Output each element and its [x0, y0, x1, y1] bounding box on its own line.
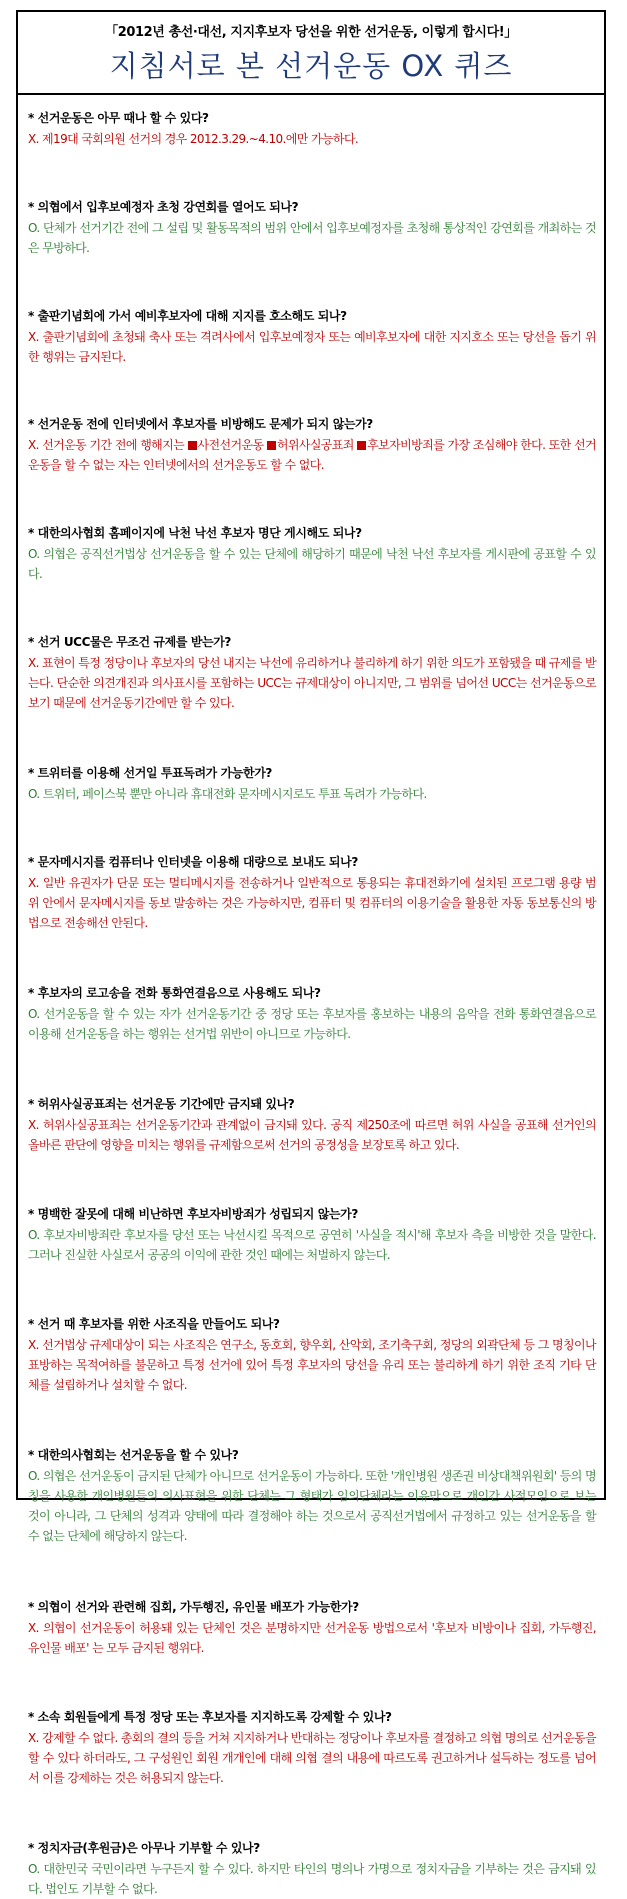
question: * 정치자금(후원금)은 아무나 기부할 수 있나?: [28, 1841, 260, 1855]
header: [18, 21, 604, 85]
answer-segment: 사전선거운동: [197, 438, 267, 452]
answer-segment: 후보자비방죄를 가장 조심해야 한다. 또한 선거운동을 할 수 없는 자는 인터넷에서의 선거운동도 할 수 없다.: [28, 438, 596, 472]
question: * 대한의사협회 홈페이지에 낙천 낙선 후보자 명단 게시해도 되나?: [28, 526, 362, 540]
qa-item: [18, 634, 604, 713]
qa-item: [18, 525, 604, 584]
subtitle: 「2012년 총선·대선, 지지후보자 당선을 위한 선거운동, 이렇게 합시다!」: [105, 25, 517, 40]
page-title: 지침서로 본 선거운동 OX 퀴즈: [109, 49, 513, 83]
answer-o: O. 의협은 선거운동이 금지된 단체가 아니므로 선거운동이 가능하다. 또한 '개인병원 생존권 비상대책위원회' 등의 명칭을 사용한 개인병원들의 의사표현을 위한 단체는 그 형태가 임의단체라는 이유만으로 개인간 사적모임으로 보는 것이 아니라, 그 단체의 성격과 양태에 따라 결정해야 하는 것으로서 공직선거법에서 규정하고 있는 선거운동을 할 수 없는 단체에 해당하지 않는다.: [28, 1469, 596, 1543]
qa-item: [18, 1840, 604, 1899]
qa-list: [18, 110, 604, 1899]
answer-x: X. 선거법상 규제대상이 되는 사조직은 연구소, 동호회, 향우회, 산악회, 조기축구회, 정당의 외곽단체 등 그 명칭이나 표방하는 목적여하를 불문하고 특정 선거에 있어 특정 후보자의 당선을 유리 또는 불리하게 하기 위한 조직 기타 단체를 설립하거나 설치할 수 없다.: [28, 1338, 596, 1392]
question: * 선거운동은 아무 때나 할 수 있다?: [28, 111, 209, 125]
answer-o: O. 단체가 선거기간 전에 그 설립 및 활동목적의 범위 안에서 입후보예정자를 초청해 통상적인 강연회를 개최하는 것은 무방하다.: [28, 221, 596, 255]
answer-o: O. 대한민국 국민이라면 누구든지 할 수 있다. 하지만 타인의 명의나 가명으로 정치자금을 기부하는 것은 금지돼 있다. 법인도 기부할 수 없다.: [28, 1862, 596, 1896]
answer-segment: 허위사실공표죄: [276, 438, 358, 452]
qa-item: [18, 1599, 604, 1658]
qa-item: [18, 765, 604, 804]
square-bullet-icon: [267, 441, 276, 450]
square-bullet-icon: [357, 441, 366, 450]
question: * 트위터를 이용해 선거일 투표독려가 가능한가?: [28, 766, 272, 780]
qa-item: [18, 985, 604, 1044]
qa-item: [18, 1206, 604, 1265]
quiz-frame: [16, 10, 606, 1896]
question: * 명백한 잘못에 대해 비난하면 후보자비방죄가 성립되지 않는가?: [28, 1207, 358, 1221]
qa-item: [18, 1096, 604, 1155]
qa-item: [18, 854, 604, 933]
answer-x: [28, 435, 596, 475]
question: * 대한의사협회는 선거운동을 할 수 있나?: [28, 1448, 239, 1462]
question: * 선거운동 전에 인터넷에서 후보자를 비방해도 문제가 되지 않는가?: [28, 417, 373, 431]
question: * 후보자의 로고송을 전화 통화연결음으로 사용해도 되나?: [28, 986, 321, 1000]
answer-o: O. 선거운동을 할 수 있는 자가 선거운동기간 중 정당 또는 후보자를 홍보하는 내용의 음악을 전화 통화연결음으로 이용해 선거운동을 하는 행위는 선거법 위반이 아니므로 가능하다.: [28, 1007, 596, 1041]
question: * 허위사실공표죄는 선거운동 기간에만 금지돼 있나?: [28, 1097, 295, 1111]
answer-x: X. 제19대 국회의원 선거의 경우 2012.3.29.~4.10.에만 가능하다.: [28, 132, 359, 146]
question: * 선거 때 후보자를 위한 사조직을 만들어도 되나?: [28, 1317, 280, 1331]
question: * 출판기념회에 가서 예비후보자에 대해 지지를 호소해도 되나?: [28, 309, 347, 323]
answer-o: O. 트위터, 페이스북 뿐만 아니라 휴대전화 문자메시지로도 투표 독려가 가능하다.: [28, 787, 427, 801]
answer-x: X. 강제할 수 없다. 총회의 결의 등을 거쳐 지지하거나 반대하는 정당이나 후보자를 결정하고 의협 명의로 선거운동을 할 수 있다 하더라도, 그 구성원인 회원 개개인에 대해 의협 결의 내용에 따르도록 권고하거나 설득하는 정도를 넘어서 이를 강제하는 것은 허용되지 않는다.: [28, 1731, 596, 1785]
question: * 의협에서 입후보예정자 초청 강연회를 열어도 되나?: [28, 200, 299, 214]
question: * 소속 회원들에게 특정 정당 또는 후보자를 지지하도록 강제할 수 있나?: [28, 1710, 392, 1724]
qa-item: [18, 1316, 604, 1395]
answer-x: X. 일반 유권자가 단문 또는 멀티메시지를 전송하거나 일반적으로 통용되는 휴대전화기에 설치된 프로그램 용량 범위 안에서 문자메시지를 동보 발송하는 것은 가능하지만, 컴퓨터 및 컴퓨터의 이용기술을 활용한 자동 동보통신의 방법으로 전송해선 안된다.: [28, 876, 596, 930]
question: * 선거 UCC물은 무조건 규제를 받는가?: [28, 635, 231, 649]
qa-item: [18, 1709, 604, 1788]
square-bullet-icon: [188, 441, 197, 450]
answer-o: O. 후보자비방죄란 후보자를 당선 또는 낙선시킬 목적으로 공연히 '사실을 적시'해 후보자 측을 비방한 것을 말한다. 그러나 진실한 사실로서 공공의 이익에 관한 것인 때에는 처벌하지 않는다.: [28, 1228, 596, 1262]
qa-item: [18, 199, 604, 258]
answer-x: X. 출판기념회에 초청돼 축사 또는 격려사에서 입후보예정자 또는 예비후보자에 대한 지지호소 또는 당선을 돕기 위한 행위는 금지된다.: [28, 330, 596, 364]
answer-x: X. 의협이 선거운동이 허용돼 있는 단체인 것은 분명하지만 선거운동 방법으로서 '후보자 비방이나 집회, 가두행진, 유인물 배포' 는 모두 금지된 행위다.: [28, 1621, 596, 1655]
qa-item: [18, 416, 604, 475]
answer-segment: X. 선거운동 기간 전에 행해지는: [28, 438, 188, 452]
answer-x: X. 표현이 특정 정당이나 후보자의 당선 내지는 낙선에 유리하거나 불리하게 하기 위한 의도가 포함됐을 때 규제를 받는다. 단순한 의견개진과 의사표시를 포함하는 UCC는 규제대상이 아니지만, 그 범위를 넘어선 UCC는 선거운동으로 보기 때문에 선거운동기간에만 할 수 있다.: [28, 656, 596, 710]
title-divider: [18, 93, 604, 95]
answer-x: X. 허위사실공표죄는 선거운동기간과 관계없이 금지돼 있다. 공직 제250조에 따르면 허위 사실을 공표해 선거인의 올바른 판단에 영향을 미치는 행위를 규제함으로써 선거의 공정성을 보장토록 하고 있다.: [28, 1118, 596, 1152]
question: * 의협이 선거와 관련해 집회, 가두행진, 유인물 배포가 가능한가?: [28, 1600, 359, 1614]
qa-item: [18, 1447, 604, 1546]
qa-item: [18, 308, 604, 367]
question: * 문자메시지를 컴퓨터나 인터넷을 이용해 대량으로 보내도 되나?: [28, 855, 358, 869]
answer-o: O. 의협은 공직선거법상 선거운동을 할 수 있는 단체에 해당하기 때문에 낙천 낙선 후보자를 게시판에 공표할 수 있다.: [28, 547, 596, 581]
qa-item: [18, 110, 604, 149]
